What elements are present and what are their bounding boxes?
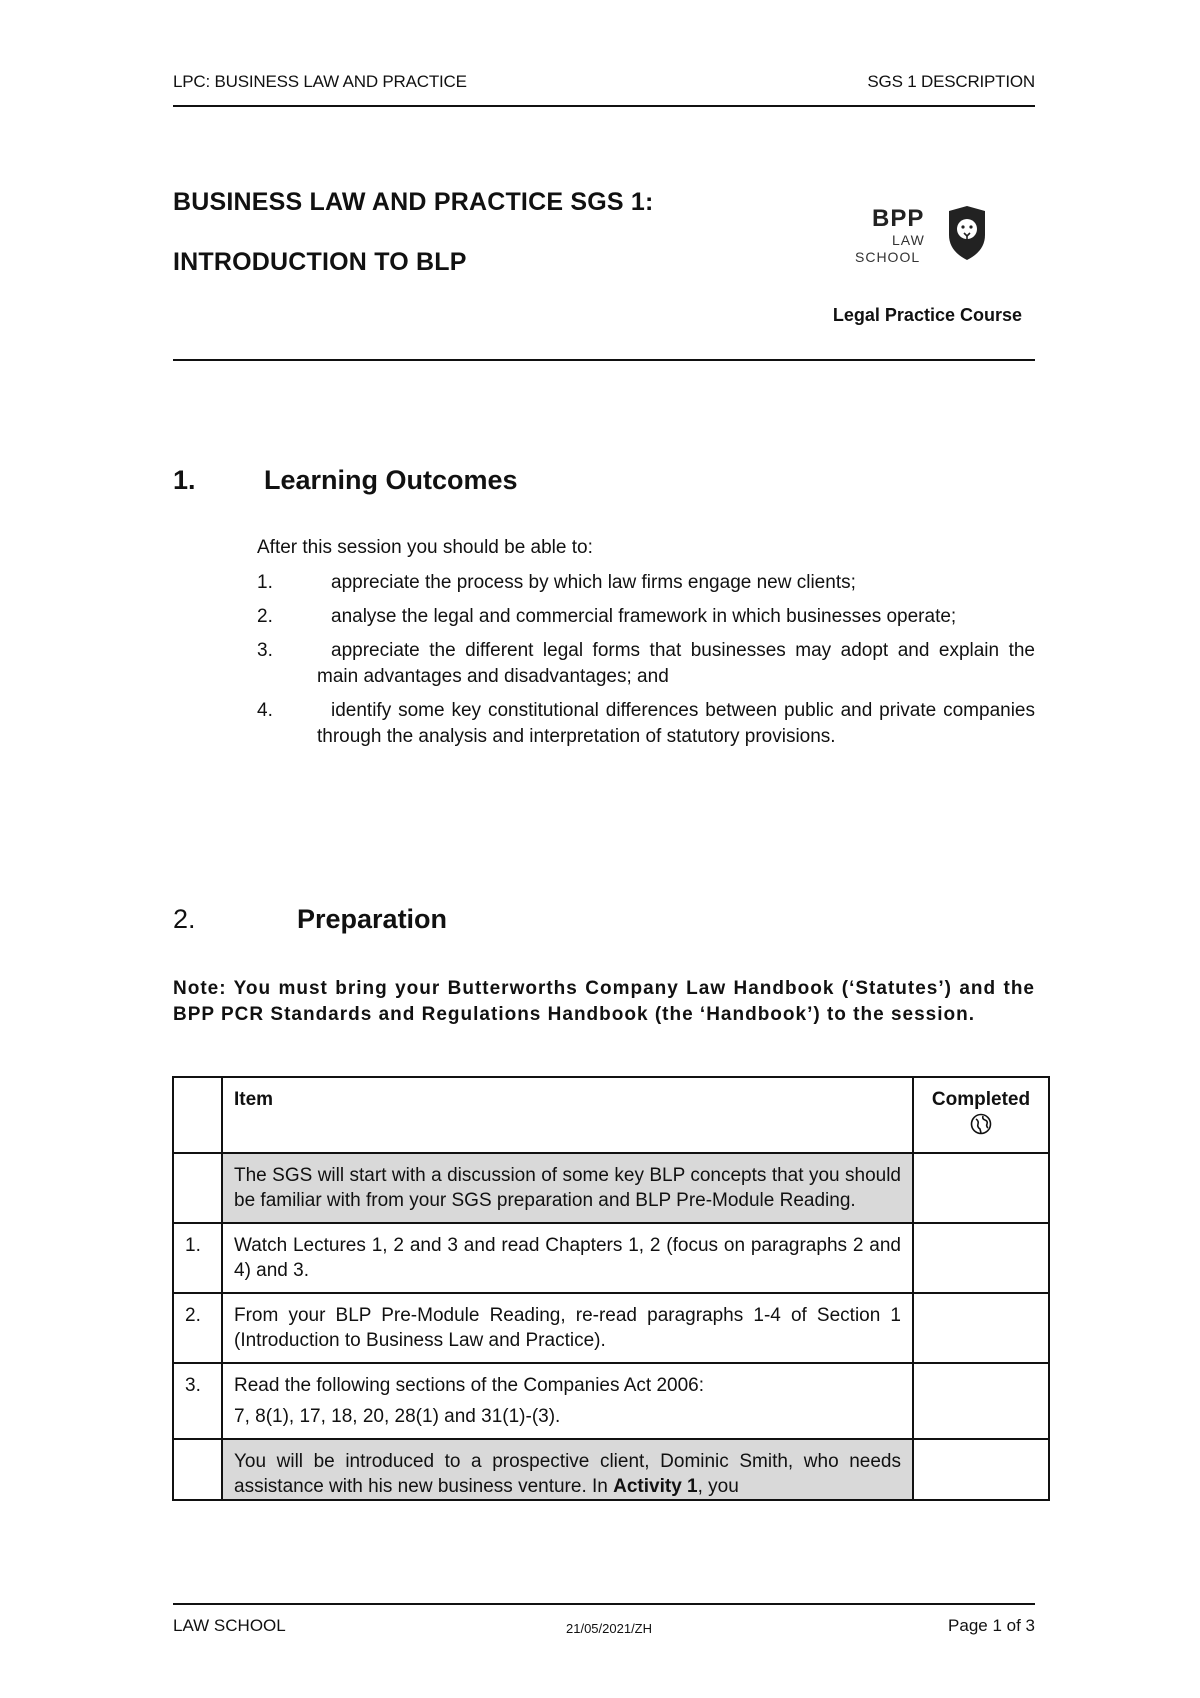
table-row-number <box>173 1153 222 1223</box>
table-row-number <box>173 1439 222 1500</box>
table-row <box>173 1223 1049 1293</box>
header-rule <box>173 105 1035 107</box>
table-header-row <box>173 1077 1049 1153</box>
header-item-label: Item <box>234 1089 274 1110</box>
logo-text-bpp: BPP <box>872 205 925 232</box>
list-item-number: 3. <box>257 640 273 661</box>
list-item-number: 1. <box>257 572 273 593</box>
table-row-text-end: , you <box>697 1476 739 1497</box>
table-row-completed-cell[interactable] <box>913 1153 1049 1223</box>
list-item-text: analyse the legal and commercial framework in which businesses operate; <box>331 606 957 627</box>
table-row <box>173 1293 1049 1363</box>
table-row <box>173 1363 1049 1439</box>
list-item <box>257 570 1035 596</box>
list-item-number: 4. <box>257 700 273 721</box>
section-1-number: 1. <box>173 465 196 495</box>
section-2-number: 2. <box>173 904 196 934</box>
table-row-text: Read the following sections of the Companies Act 2006: <box>234 1375 705 1396</box>
table-row-text: Watch Lectures 1, 2 and 3 and read Chapters 1, 2 (focus on paragraphs 2 and 4) and 3. <box>234 1235 901 1281</box>
list-item <box>257 698 1035 750</box>
document-title: BUSINESS LAW AND PRACTICE SGS 1: <box>173 188 654 216</box>
table-row <box>173 1153 1049 1223</box>
table-row-text-cell <box>222 1363 913 1439</box>
document-subtitle: INTRODUCTION TO BLP <box>173 248 467 276</box>
table-row-text-start: You will be introduced to a prospective client, Dominic Smith, who needs assistance with his new business venture. In <box>234 1451 901 1497</box>
page-number: Page 1 of 3 <box>948 1616 1035 1635</box>
logo-text-school: SCHOOL <box>855 249 921 265</box>
globe-icon <box>970 1113 992 1135</box>
table-row-text-cell <box>222 1223 913 1293</box>
table-header-completed <box>913 1077 1049 1153</box>
course-label: Legal Practice Course <box>832 305 1022 325</box>
footer-date-code: 21/05/2021/ZH <box>566 1621 653 1636</box>
preparation-table <box>172 1076 1050 1501</box>
table-row-completed-cell[interactable] <box>913 1293 1049 1363</box>
header-course-title: LPC: BUSINESS LAW AND PRACTICE <box>173 72 467 91</box>
list-item-text: appreciate the different legal forms that businesses may adopt and explain the main advantages and disadvantages; and <box>317 640 1035 687</box>
lion-shield-icon <box>947 205 987 261</box>
list-item-number: 2. <box>257 606 273 627</box>
preparation-note: Note: You must bring your Butterworths Company Law Handbook (‘Statutes’) and the BPP PCR Standards and Regulations Handbook (the ‘Handbook’) to the session. <box>173 978 1035 1025</box>
learning-outcomes-intro: After this session you should be able to: <box>257 537 593 558</box>
header-completed-label: Completed <box>931 1089 1031 1110</box>
table-row-completed-cell[interactable] <box>913 1363 1049 1439</box>
table-row-text-cell <box>222 1153 913 1223</box>
bpp-law-school-logo <box>855 205 990 270</box>
header-document-title: SGS 1 DESCRIPTION <box>867 72 1035 91</box>
table-row <box>173 1439 1049 1500</box>
table-row-number: 2. <box>173 1293 222 1363</box>
section-1-heading: Learning Outcomes <box>264 465 518 495</box>
table-row-number: 3. <box>173 1363 222 1439</box>
title-rule <box>173 359 1035 361</box>
activity-1-label: Activity 1 <box>613 1476 698 1497</box>
logo-text-law: LAW <box>892 232 925 248</box>
list-item-text: identify some key constitutional differences between public and private companies through the analysis and interpretation of statutory provisions. <box>317 700 1035 747</box>
table-row-text: From your BLP Pre-Module Reading, re-read paragraphs 1-4 of Section 1 (Introduction to Business Law and Practice). <box>234 1305 901 1351</box>
table-header-item <box>222 1077 913 1153</box>
table-cell <box>173 1077 222 1153</box>
footer-school: LAW SCHOOL <box>173 1616 286 1635</box>
learning-outcomes-list <box>257 570 1035 758</box>
table-row-completed-cell[interactable] <box>913 1439 1049 1500</box>
table-row-sections: 7, 8(1), 17, 18, 20, 28(1) and 31(1)-(3). <box>234 1406 561 1427</box>
list-item-text: appreciate the process by which law firms engage new clients; <box>331 572 856 593</box>
table-row-text: The SGS will start with a discussion of some key BLP concepts that you should be familiar with from your SGS preparation and BLP Pre-Module Reading. <box>234 1165 901 1211</box>
table-row-text <box>234 1449 901 1499</box>
list-item <box>257 638 1035 690</box>
section-2-heading: Preparation <box>297 904 448 934</box>
table-row-text-cell <box>222 1293 913 1363</box>
list-item <box>257 604 1035 630</box>
footer-rule <box>173 1603 1035 1605</box>
table-row-completed-cell[interactable] <box>913 1223 1049 1293</box>
table-row-number: 1. <box>173 1223 222 1293</box>
table-row-text-cell <box>222 1439 913 1500</box>
